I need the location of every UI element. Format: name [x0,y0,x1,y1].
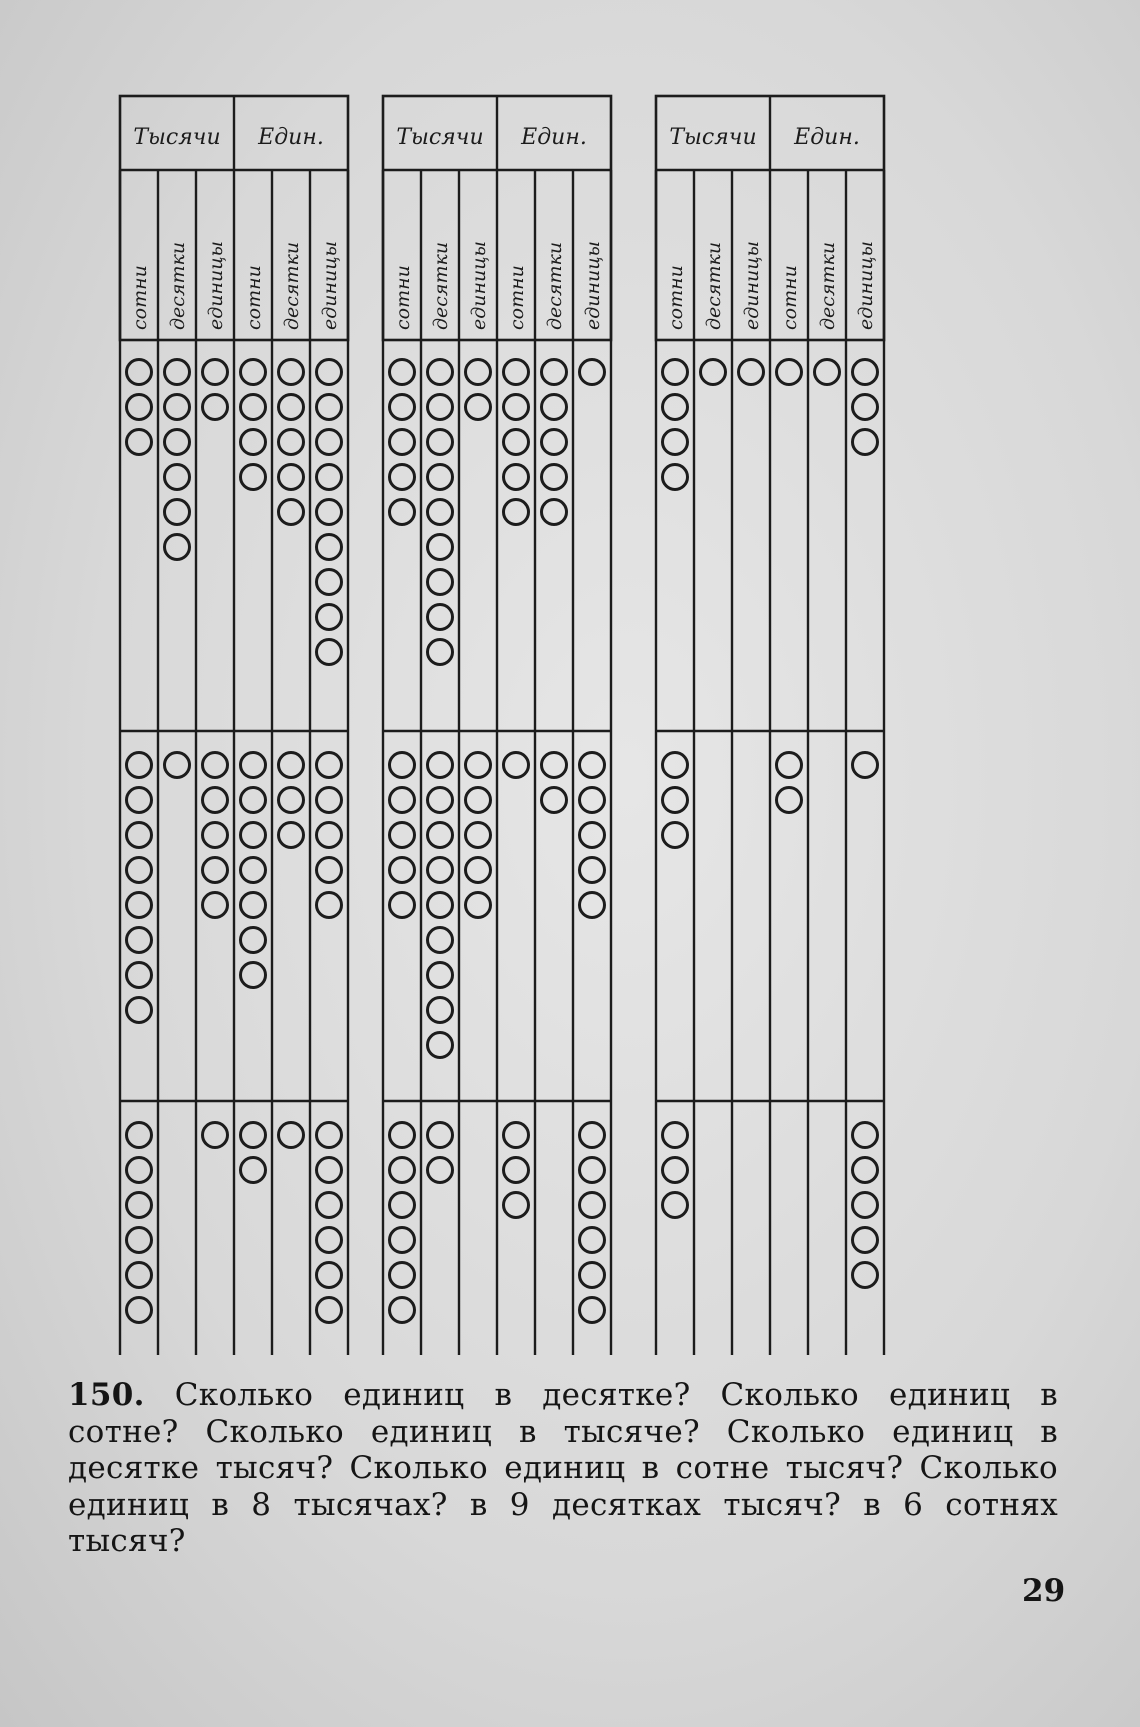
bead [241,788,266,813]
bead [279,1123,304,1148]
group-label-thousands: Тысячи [133,125,221,150]
bead [241,395,266,420]
page-number: 29 [1022,1573,1066,1609]
bead [390,1298,415,1323]
bead [390,430,415,455]
column-label: сотни [243,265,265,330]
bead [504,395,529,420]
bead [203,753,228,778]
bead [241,893,266,918]
bead [853,360,878,385]
bead [428,640,453,665]
bead [390,1193,415,1218]
bead [127,1263,152,1288]
bead [504,753,529,778]
abacus-frame-3 [656,96,884,1355]
bead [428,1123,453,1148]
column-label: единицы [582,240,604,330]
bead [279,788,304,813]
bead [279,465,304,490]
bead [203,1123,228,1148]
bead [580,1263,605,1288]
problem-150 [68,1377,1058,1560]
column-label: десятки [703,241,725,330]
bead [428,465,453,490]
bead [127,430,152,455]
bead [279,430,304,455]
bead [428,788,453,813]
bead [853,1123,878,1148]
bead [466,360,491,385]
bead [317,500,342,525]
abacus-frame-1 [120,96,348,1355]
group-label-units: Един. [521,125,587,150]
bead [127,1298,152,1323]
bead [504,1158,529,1183]
bead [165,535,190,560]
bead [203,395,228,420]
bead [853,395,878,420]
bead [241,928,266,953]
bead [317,360,342,385]
bead [241,430,266,455]
bead [127,1193,152,1218]
bead [127,963,152,988]
bead [279,823,304,848]
bead [663,430,688,455]
bead [317,1298,342,1323]
bead [241,1158,266,1183]
bead [663,788,688,813]
bead [542,360,567,385]
bead [241,360,266,385]
bead [428,753,453,778]
bead [542,753,567,778]
problem-number: 150. [68,1377,145,1413]
bead [428,893,453,918]
bead [663,1193,688,1218]
bead [466,788,491,813]
problem-text: Сколько единиц в десятке? Сколько единиц в сотне? Сколько единиц в тысяче? Сколько единиц в десятке тысяч? Сколько единиц в сотне тысяч? Сколько единиц в 8 тысячах? в 9 десятках тысяч? в 6 сотнях тысяч? [68,1377,1058,1559]
bead [580,1123,605,1148]
bead [279,360,304,385]
bead [390,893,415,918]
column-label: десятки [544,241,566,330]
bead [428,395,453,420]
bead [466,395,491,420]
bead [241,1123,266,1148]
column-label: десятки [281,241,303,330]
bead [504,1123,529,1148]
bead [127,1158,152,1183]
bead [317,788,342,813]
bead [317,605,342,630]
bead [701,360,726,385]
bead [542,500,567,525]
bead [580,788,605,813]
bead [317,753,342,778]
bead [428,1033,453,1058]
bead [241,963,266,988]
bead [165,395,190,420]
bead [428,570,453,595]
bead [853,1263,878,1288]
bead [428,928,453,953]
bead [241,823,266,848]
bead [203,788,228,813]
column-label: единицы [205,240,227,330]
bead [428,858,453,883]
bead [165,360,190,385]
bead [504,1193,529,1218]
bead [317,1158,342,1183]
bead [317,640,342,665]
bead [317,858,342,883]
bead [504,430,529,455]
column-label: единицы [741,240,763,330]
bead [317,535,342,560]
bead [580,753,605,778]
bead [428,535,453,560]
bead [127,1228,152,1253]
bead [504,465,529,490]
bead [428,430,453,455]
bead [241,753,266,778]
bead [317,1193,342,1218]
bead [853,1193,878,1218]
bead [127,753,152,778]
bead [580,1228,605,1253]
bead [428,1158,453,1183]
bead [317,1123,342,1148]
bead [390,858,415,883]
group-label-thousands: Тысячи [396,125,484,150]
bead [241,858,266,883]
bead [203,858,228,883]
bead [663,395,688,420]
bead [390,788,415,813]
bead [127,998,152,1023]
bead [390,1123,415,1148]
bead [203,360,228,385]
bead [428,823,453,848]
column-label: сотни [665,265,687,330]
bead [663,1123,688,1148]
bead [580,893,605,918]
bead [466,753,491,778]
bead [127,823,152,848]
bead [853,753,878,778]
bead [390,1158,415,1183]
column-label: сотни [392,265,414,330]
bead [390,360,415,385]
bead [542,788,567,813]
group-label-thousands: Тысячи [669,125,757,150]
bead [853,1228,878,1253]
bead [165,430,190,455]
bead [127,360,152,385]
bead [542,465,567,490]
column-label: сотни [779,265,801,330]
bead [580,1298,605,1323]
bead [580,823,605,848]
bead [777,360,802,385]
column-label: десятки [817,241,839,330]
bead [390,1263,415,1288]
bead [580,360,605,385]
bead [165,500,190,525]
bead [466,893,491,918]
bead [853,1158,878,1183]
bead [390,395,415,420]
bead [241,465,266,490]
bead [203,823,228,848]
bead [127,788,152,813]
bead [663,823,688,848]
bead [428,998,453,1023]
column-label: сотни [506,265,528,330]
bead [777,753,802,778]
bead [428,605,453,630]
bead [165,465,190,490]
bead [663,753,688,778]
bead [504,360,529,385]
bead [663,360,688,385]
group-label-units: Един. [258,125,324,150]
column-label: сотни [129,265,151,330]
column-label: единицы [319,240,341,330]
bead [580,1158,605,1183]
bead [663,465,688,490]
bead [428,360,453,385]
bead [127,1123,152,1148]
bead [390,1228,415,1253]
bead [127,395,152,420]
bead [127,858,152,883]
bead [317,465,342,490]
abacus-frame-2 [383,96,611,1355]
bead [542,395,567,420]
bead [853,430,878,455]
bead [390,465,415,490]
column-label: единицы [855,240,877,330]
bead [428,963,453,988]
bead [127,893,152,918]
bead [317,1263,342,1288]
bead [580,1193,605,1218]
bead [390,500,415,525]
bead [466,858,491,883]
bead [317,893,342,918]
bead [504,500,529,525]
bead [317,430,342,455]
bead [127,928,152,953]
bead [580,858,605,883]
bead [165,753,190,778]
bead [466,823,491,848]
bead [390,753,415,778]
bead [390,823,415,848]
column-label: единицы [468,240,490,330]
column-label: десятки [167,241,189,330]
bead [203,893,228,918]
bead [777,788,802,813]
bead [542,430,567,455]
bead [428,500,453,525]
bead [663,1158,688,1183]
group-label-units: Един. [794,125,860,150]
bead [317,1228,342,1253]
bead [279,500,304,525]
bead [739,360,764,385]
bead [279,395,304,420]
column-label: десятки [430,241,452,330]
bead [815,360,840,385]
bead [317,395,342,420]
bead [317,823,342,848]
bead [317,570,342,595]
bead [279,753,304,778]
